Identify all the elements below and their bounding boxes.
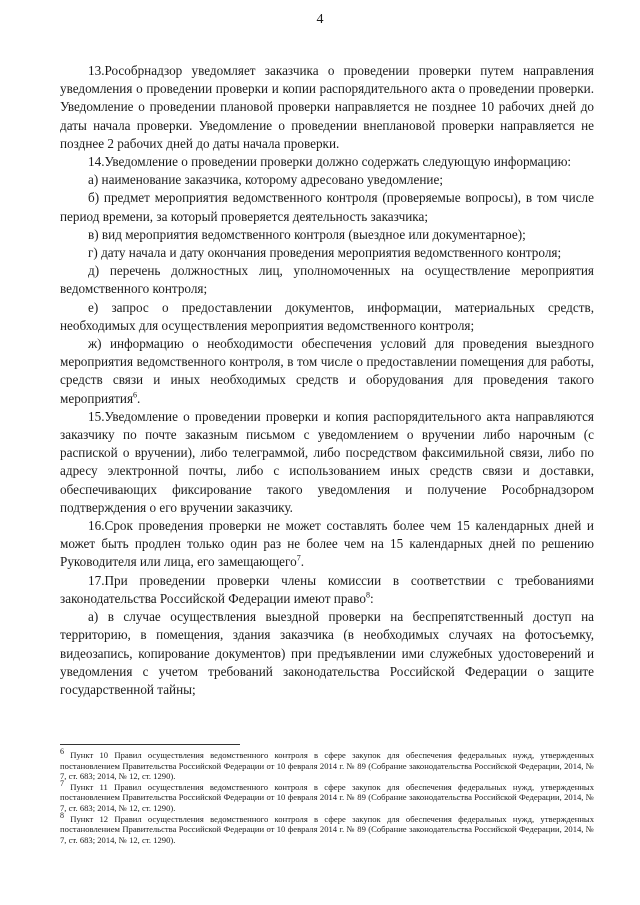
list-item-zh-text: ж) информацию о необходимости обеспечения условий для проведения выездного мероприятия ведомственного контроля, в том числе о предоставлении помещения для работы, средств связи и иных необходимых средств и оборудования для проведения такого мероприятия bbox=[60, 336, 594, 406]
list-item-v: в) вид мероприятия ведомственного контроля (выездное или документарное); bbox=[88, 226, 526, 242]
list-item-g: г) дату начала и дату окончания проведения мероприятия ведомственного контроля; bbox=[88, 245, 562, 261]
footnote-7 bbox=[60, 778, 594, 814]
paragraph-16-tail: . bbox=[300, 554, 304, 570]
paragraph-15: 15.Уведомление о проведении проверки и копия распорядительного акта направляются заказчику по почте заказным письмом с уведомлением о вручении либо нарочным (с распиской о вручении), либо телеграммой, либо посредством факсимильной связи, либо по адресу электронной почты, либо с использованием иных средств связи и доставки, обеспечивающих фиксирование такого уведомления и получение Рособрнадзором подтверждения о его вручении заказчику. bbox=[60, 408, 594, 515]
footnotes bbox=[60, 747, 594, 845]
paragraph-17-tail: : bbox=[370, 590, 374, 606]
footnote-mark: 7 bbox=[60, 778, 64, 788]
footnote-text: Пункт 11 Правил осуществления ведомственного контроля в сфере закупок для обеспечения федеральных нужд, утвержденных постановлением Правительства Российской Федерации от 10 февраля 2014 г. № 89 (Собрание законодательства Российской Федерации, 2014, № 7, ст. 683; 2014, № 12, ст. 1290). bbox=[60, 781, 594, 813]
list-item-zh-tail: . bbox=[137, 390, 141, 406]
footnote-mark: 8 bbox=[60, 810, 64, 820]
footnote-text: Пункт 12 Правил осуществления ведомственного контроля в сфере закупок для обеспечения федеральных нужд, утвержденных постановлением Правительства Российской Федерации от 10 февраля 2014 г. № 89 (Собрание законодательства Российской Федерации, 2014, № 7, ст. 683; 2014, № 12, ст. 1290). bbox=[60, 813, 594, 845]
page-number: 4 bbox=[316, 12, 324, 27]
footnote-6 bbox=[60, 747, 594, 782]
footnote-ref-8: 8 bbox=[366, 590, 371, 600]
footnote-text: Пункт 10 Правил осуществления ведомственного контроля в сфере закупок для обеспечения федеральных нужд, утвержденных постановлением Правительства Российской Федерации от 10 февраля 2014 г. № 89 (Собрание законодательства Российской Федерации, 2014, № 7, ст. 683; 2014, № 12, ст. 1290). bbox=[60, 750, 594, 782]
list-item-d: д) перечень должностных лиц, уполномоченных на осуществление мероприятия ведомственного контроля; bbox=[60, 263, 594, 297]
list-item-b: б) предмет мероприятия ведомственного контроля (проверяемые вопросы), в том числе период времени, за который проверяется деятельность заказчика; bbox=[60, 190, 594, 224]
paragraph-17 bbox=[60, 572, 594, 608]
paragraph-13: 13.Рособрнадзор уведомляет заказчика о проведении проверки путем направления уведомления о проведении проверки и копии распорядительного акта о проведении проверки. Уведомление о проведении плановой проверки направляется не позднее 10 рабочих дней до даты начала проверки. Уведомление о проведении внеплановой проверки направляется не позднее 2 рабочих дней до даты начала проверки. bbox=[60, 63, 594, 151]
footnote-ref-6: 6 bbox=[133, 390, 138, 400]
list-item-17a: а) в случае осуществления выездной проверки на беспрепятственный доступ на территорию, в помещения, здания заказчика (в необходимых случаях на фотосъемку, видеозапись, копирование документов) при предъявлении ими служебных удостоверений и уведомления с учетом требований законодательства Российской Федерации о защите государственной тайны; bbox=[60, 609, 594, 697]
footnote-8 bbox=[60, 810, 594, 846]
paragraph-17-text: 17.При проведении проверки члены комиссии в соответствии с требованиями законодательства Российской Федерации имеют право bbox=[60, 572, 594, 606]
paragraph-16 bbox=[60, 517, 594, 572]
list-item-e: е) запрос о предоставлении документов, информации, материальных средств, необходимых для осуществления мероприятия ведомственного контроля; bbox=[60, 299, 594, 333]
footnote-ref-7: 7 bbox=[296, 554, 301, 564]
list-item-zh bbox=[60, 335, 594, 408]
list-item-a: а) наименование заказчика, которому адресовано уведомление; bbox=[88, 172, 443, 188]
footnote-mark: 6 bbox=[60, 747, 64, 757]
paragraph-14: 14.Уведомление о проведении проверки должно содержать следующую информацию: bbox=[88, 154, 572, 170]
document-body bbox=[60, 62, 594, 699]
footnote-divider bbox=[60, 744, 240, 745]
paragraph-16-text: 16.Срок проведения проверки не может составлять более чем 15 календарных дней и может быть продлен только один раз не более чем на 15 календарных дней по решению Руководителя или лица, его замещающего bbox=[60, 518, 594, 570]
